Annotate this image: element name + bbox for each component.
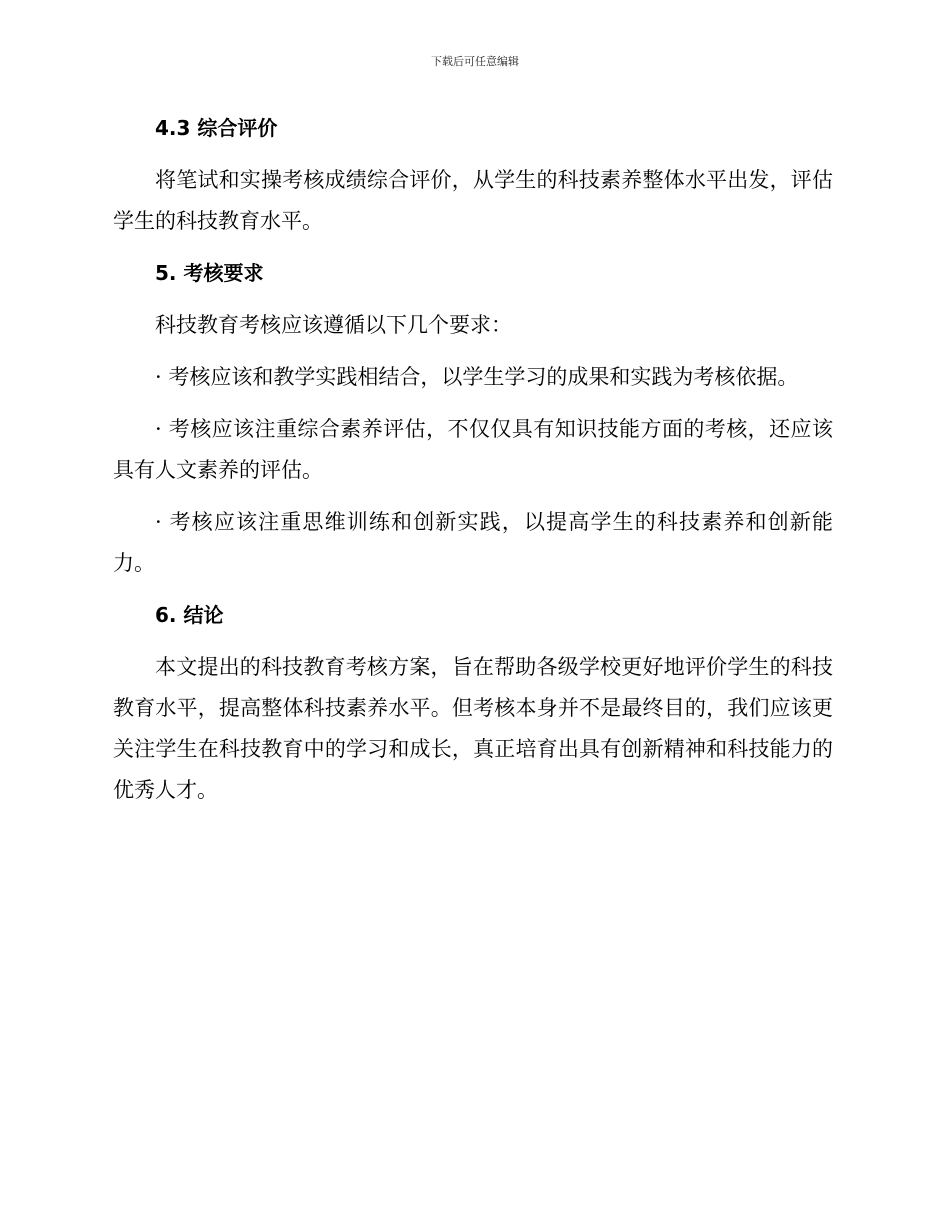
section-heading-5: 5. 考核要求 — [155, 261, 264, 285]
page-header: 下载后可任意编辑 — [431, 55, 519, 68]
requirement-item-1: · 考核应该和教学实践相结合，以学生学习的成果和实践为考核依据。 — [155, 365, 799, 389]
section-heading-4-3: 4.3 综合评价 — [155, 116, 278, 140]
section-4-3-paragraph: 将笔试和实操考核成绩综合评价，从学生的科技素养整体水平出发，评估学生的科技教育水平。 — [113, 168, 833, 233]
requirement-item-2: · 考核应该注重综合素养评估，不仅仅具有知识技能方面的考核，还应该具有人文素养的评估。 — [113, 417, 833, 482]
document-body — [113, 108, 833, 822]
section-heading-6: 6. 结论 — [155, 603, 224, 627]
conclusion-paragraph: 本文提出的科技教育考核方案，旨在帮助各级学校更好地评价学生的科技教育水平，提高整体科技素养水平。但考核本身并不是最终目的，我们应该更关注学生在科技教育中的学习和成长，真正培育出具有创新精神和科技能力的优秀人才。 — [113, 655, 833, 802]
section-5-intro: 科技教育考核应该遵循以下几个要求： — [155, 313, 512, 337]
requirement-item-3: · 考核应该注重思维训练和创新实践，以提高学生的科技素养和创新能力。 — [113, 510, 833, 575]
